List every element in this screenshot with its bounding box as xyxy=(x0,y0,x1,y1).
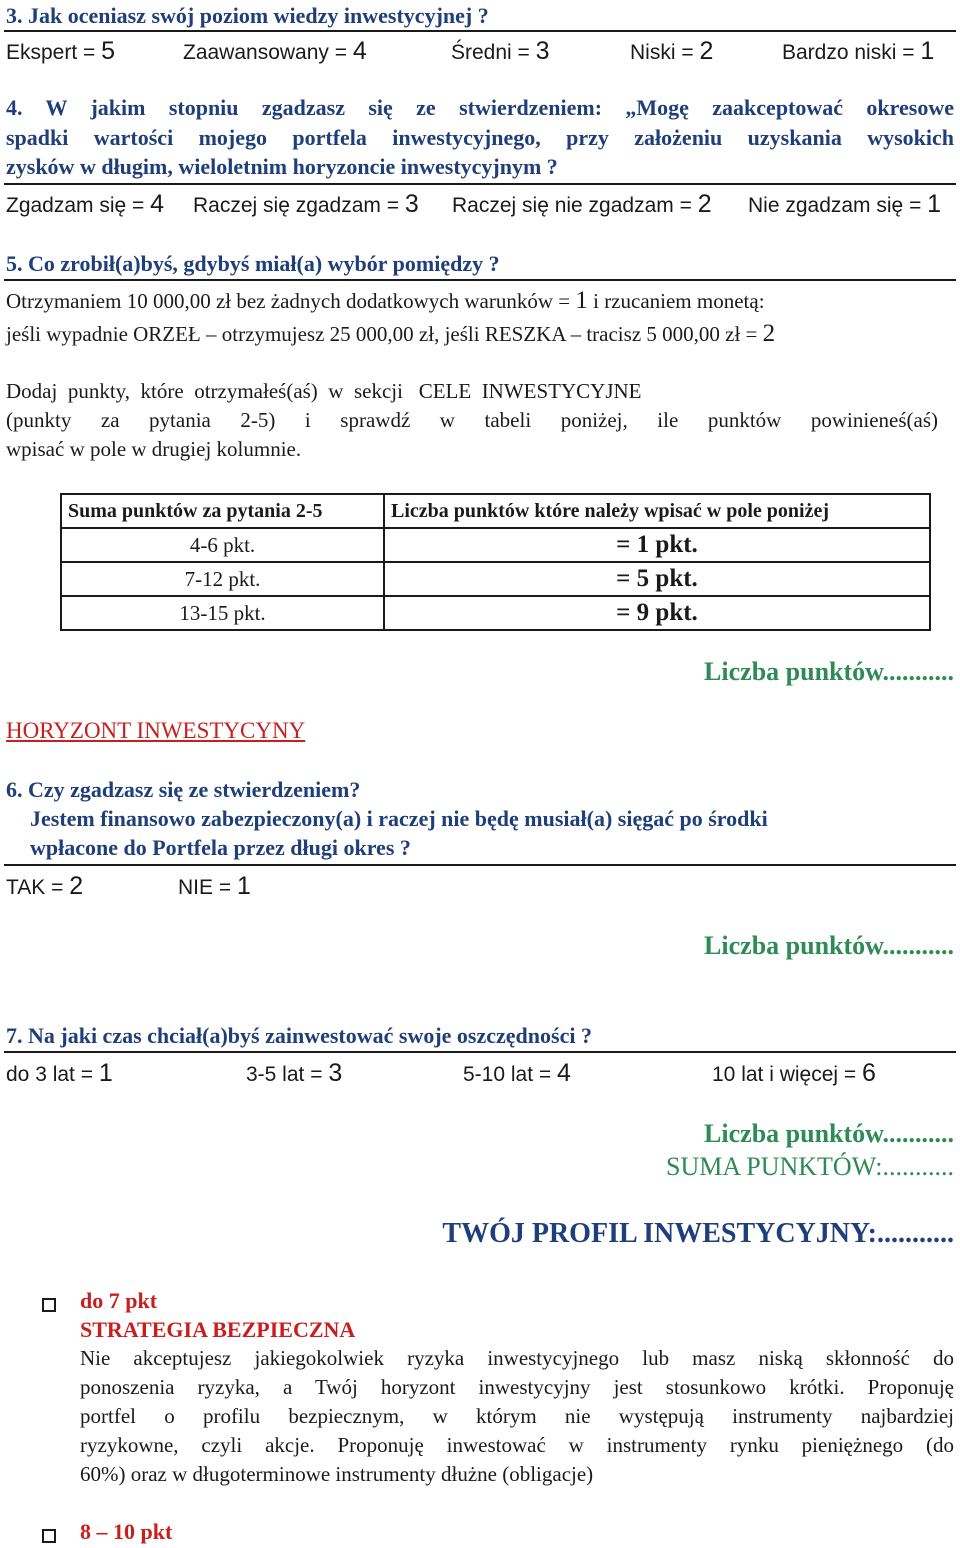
checkbox-icon xyxy=(42,1298,56,1312)
strategy-description-line: 60%) oraz w długoterminowe instrumenty dłużne (obligacje) xyxy=(80,1462,594,1486)
table-cell: = 9 pkt. xyxy=(384,596,930,630)
q3-option-medium[interactable] xyxy=(451,37,550,66)
option-label: Ekspert = xyxy=(6,41,102,64)
option-label: Bardzo niski = xyxy=(782,41,921,64)
table-cell: 13-15 pkt. xyxy=(61,596,384,630)
option-value: 2 xyxy=(69,872,84,900)
points-field-q7[interactable]: Liczba punktów........... xyxy=(704,1119,954,1148)
option-label-continued: i rzucaniem monetą: xyxy=(587,289,765,313)
option-label: 3-5 lat = xyxy=(246,1063,329,1086)
q3-option-low[interactable] xyxy=(630,37,713,66)
option-value: 1 xyxy=(575,287,588,314)
strategy-range: do 7 pkt xyxy=(80,1288,158,1313)
table-row xyxy=(61,596,930,630)
table-row xyxy=(61,528,930,562)
option-label: Zgadzam się = xyxy=(6,194,151,217)
strategy-name: STRATEGIA BEZPIECZNA xyxy=(80,1317,356,1342)
option-value: 1 xyxy=(927,190,942,218)
points-field-q6[interactable]: Liczba punktów........... xyxy=(704,931,954,960)
option-value: 1 xyxy=(98,1059,113,1087)
option-value: 4 xyxy=(150,190,165,218)
question-3-title: 3. Jak oceniasz swój poziom wiedzy inwestycyjnej ? xyxy=(6,3,489,28)
question-4-title-line-2: spadki wartości mojego portfela inwestycyjnego, przy założeniu uzyskania wysokich xyxy=(6,125,954,150)
score-table xyxy=(60,493,931,631)
q4-option-agree[interactable] xyxy=(6,190,164,219)
divider xyxy=(4,183,956,185)
section-heading-horizon: HORYZONT INWESTYCYNY xyxy=(6,718,306,743)
strategy-description-line: ponoszenia ryzyka, a Twój horyzont inwestycyjny jest stosunkowo krótki. Proponuję xyxy=(80,1375,954,1399)
question-6-statement-line-2: wpłacone do Portfela przez długi okres ? xyxy=(30,835,411,860)
question-4-title-line-1: 4. W jakim stopniu zgadzasz się ze stwierdzeniem: „Mogę zaakceptować okresowe xyxy=(6,95,954,120)
option-value: 1 xyxy=(236,872,251,900)
divider xyxy=(4,864,956,866)
option-value: 6 xyxy=(862,1059,876,1087)
checkbox-icon xyxy=(42,1529,56,1543)
option-label: Średni = xyxy=(451,41,536,64)
q4-option-disagree[interactable] xyxy=(748,190,941,219)
option-label: TAK = xyxy=(6,876,70,899)
option-value: 4 xyxy=(352,37,367,65)
option-label: Otrzymaniem 10 000,00 zł bez żadnych dodatkowych warunków = xyxy=(6,289,576,313)
strategy-description-line: ryzykowne, czyli akcje. Proponuję inwestować w instrumenty rynku pieniężnego (do xyxy=(80,1433,954,1457)
option-label: 10 lat i więcej = xyxy=(712,1063,862,1086)
table-header-row xyxy=(61,494,930,528)
table-header-cell: Suma punktów za pytania 2-5 xyxy=(61,494,384,528)
q3-option-very-low[interactable] xyxy=(782,37,934,66)
q7-option-10-plus-years[interactable] xyxy=(712,1059,876,1088)
divider xyxy=(4,279,956,281)
instructions-line-1: Dodaj punkty, które otrzymałeś(aś) w sekcji CELE INWESTYCYJNE xyxy=(6,379,642,403)
question-5-title: 5. Co zrobił(a)byś, gdybyś miał(a) wybór pomiędzy ? xyxy=(6,251,500,276)
strategy-description-line: portfel o profilu bezpiecznym, w którym nie występują instrumenty najbardziej xyxy=(80,1404,954,1428)
option-label: Raczej się zgadzam = xyxy=(193,194,405,217)
option-label: Raczej się nie zgadzam = xyxy=(452,194,698,217)
question-7-title: 7. Na jaki czas chciał(a)byś zainwestować swoje oszczędności ? xyxy=(6,1023,592,1048)
q5-option-guaranteed[interactable] xyxy=(6,287,765,315)
table-row xyxy=(61,562,930,596)
option-label: 5-10 lat = xyxy=(463,1063,557,1086)
option-value: 3 xyxy=(328,1059,343,1087)
option-label: Nie zgadzam się = xyxy=(748,194,928,217)
option-label: jeśli wypadnie ORZEŁ – otrzymujesz 25 000,00 zł, jeśli RESZKA – tracisz 5 000,00 zł = xyxy=(6,322,763,346)
table-cell: 7-12 pkt. xyxy=(61,562,384,596)
option-value: 1 xyxy=(920,37,935,65)
strategy-description-line: Nie akceptujesz jakiegokolwiek ryzyka inwestycyjnego lub masz niską skłonność do xyxy=(80,1346,954,1370)
option-value: 2 xyxy=(697,190,712,218)
q7-option-up-to-3-years[interactable] xyxy=(6,1059,113,1088)
q5-option-coin-toss[interactable] xyxy=(6,320,775,348)
question-6-statement-line-1: Jestem finansowo zabezpieczony(a) i raczej nie będę musiał(a) sięgać po środki xyxy=(30,806,768,831)
q4-option-rather-agree[interactable] xyxy=(193,190,419,219)
table-cell: = 5 pkt. xyxy=(384,562,930,596)
question-6-title: 6. Czy zgadzasz się ze stwierdzeniem? xyxy=(6,777,361,802)
table-header-cell: Liczba punktów które należy wpisać w pole poniżej xyxy=(384,494,930,528)
option-value: 4 xyxy=(556,1059,571,1087)
option-value: 3 xyxy=(535,37,550,65)
option-value: 3 xyxy=(404,190,419,218)
option-value: 5 xyxy=(101,37,116,65)
divider xyxy=(4,30,956,32)
option-value: 2 xyxy=(699,37,714,65)
q6-option-yes[interactable] xyxy=(6,872,83,901)
points-field-goals[interactable]: Liczba punktów........... xyxy=(704,657,954,686)
strategy-range: 8 – 10 pkt xyxy=(80,1519,173,1544)
option-label: do 3 lat = xyxy=(6,1063,99,1086)
q3-option-expert[interactable] xyxy=(6,37,115,66)
q6-option-no[interactable] xyxy=(178,872,251,901)
q3-option-advanced[interactable] xyxy=(183,37,367,66)
instructions-line-3: wpisać w pole w drugiej kolumnie. xyxy=(6,437,302,461)
q4-option-rather-disagree[interactable] xyxy=(452,190,712,219)
option-label: Zaawansowany = xyxy=(183,41,353,64)
table-cell: 4-6 pkt. xyxy=(61,528,384,562)
option-label: NIE = xyxy=(178,876,237,899)
instructions-line-2: (punkty za pytania 2-5) i sprawdź w tabeli poniżej, ile punktów powinieneś(aś) xyxy=(6,408,938,432)
investment-profile-field[interactable]: TWÓJ PROFIL INWESTYCYJNY:........... xyxy=(442,1218,954,1249)
q7-option-5-10-years[interactable] xyxy=(463,1059,571,1088)
option-label: Niski = xyxy=(630,41,700,64)
table-cell: = 1 pkt. xyxy=(384,528,930,562)
question-4-title-line-3: zysków w długim, wieloletnim horyzoncie inwestycyjnym ? xyxy=(6,154,558,179)
q7-option-3-5-years[interactable] xyxy=(246,1059,342,1088)
option-value: 2 xyxy=(762,320,776,347)
divider xyxy=(4,1051,956,1053)
sum-points-field[interactable]: SUMA PUNKTÓW:........... xyxy=(666,1152,954,1181)
